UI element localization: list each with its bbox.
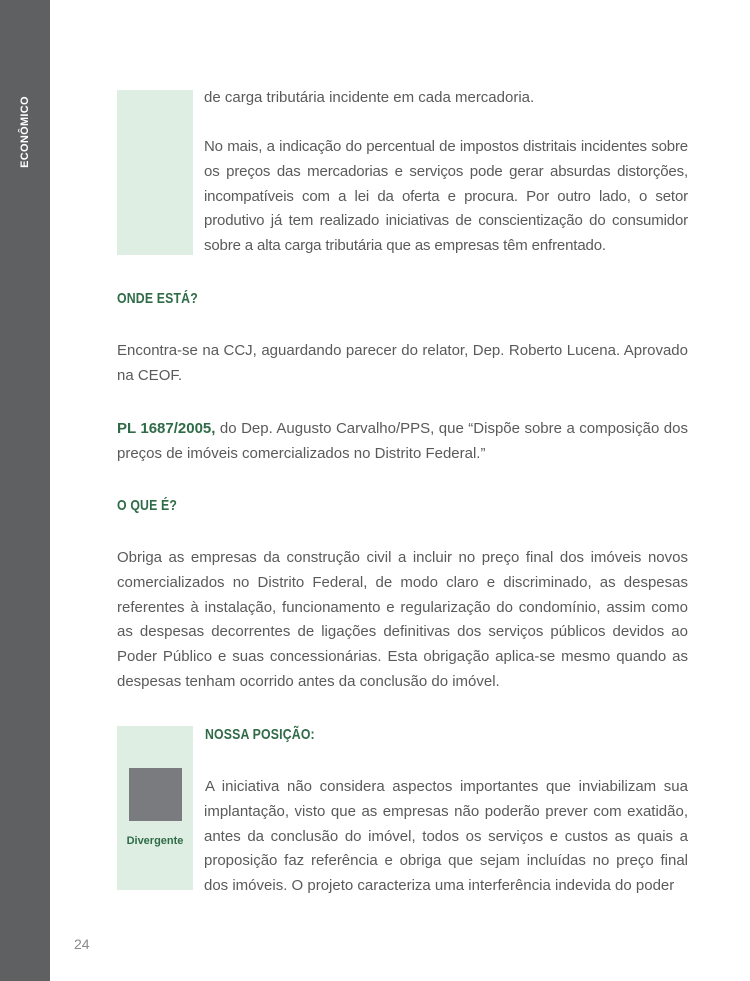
continued-text-line: de carga tributária incidente em cada mercadoria. [204,89,535,106]
sidebar [0,0,50,981]
onde-esta-heading: ONDE ESTÁ? [117,290,198,307]
tax-paragraph: No mais, a indicação do percentual de impostos distritais incidentes sobre os preços das mercadorias e serviços pode gerar absurdas distorções, incompatíveis com a lei da oferta e procura. Por outro lado, o setor produtivo já tem realizado iniciativas de conscientização do consumidor sobre a alta carga tributária que as empresas têm enfrentado. [204,138,688,255]
onde-esta-text: Encontra-se na CCJ, aguardando parecer do relator, Dep. Roberto Lucena. Aprovado na CEOF. [117,342,688,384]
page-number: 24 [74,936,90,952]
bill-paragraph [117,417,688,467]
position-panel-top [117,90,193,255]
o-que-e-heading: O QUE É? [117,497,178,514]
stance-label: Divergente [126,835,184,847]
nossa-posicao-text: A iniciativa não considera aspectos importantes que inviabilizam sua implantação, visto que as empresas não poderão prever com exatidão, antes da conclusão do imóvel, todos os serviços e custos as quais a proposição faz referência e obriga que sejam incluídas no preço final dos imóveis. O projeto caracteriza uma interferência indevida do poder [204,778,688,895]
o-que-e-text: Obriga as empresas da construção civil a incluir no preço final dos imóveis novos comercializados no Distrito Federal, de modo claro e discriminado, as despesas referentes à instalação, funcionamento e regularização do condomínio, assim como as despesas decorrentes de ligações definitivas dos serviços públicos devidos ao Poder Público e suas concessionárias. Esta obrigação aplica-se mesmo quando as despesas tenham ocorrido antes da conclusão do imóvel. [117,549,688,690]
nossa-posicao-heading: NOSSA POSIÇÃO: [205,726,315,743]
bill-number: PL 1687/2005, [117,420,216,437]
section-label: ECONÔMICO [19,96,31,168]
bill-description: do Dep. Augusto Carvalho/PPS, que “Dispõe sobre a composição dos preços de imóveis comercializados no Distrito Federal.” [117,420,688,462]
stance-color-swatch [129,768,182,821]
